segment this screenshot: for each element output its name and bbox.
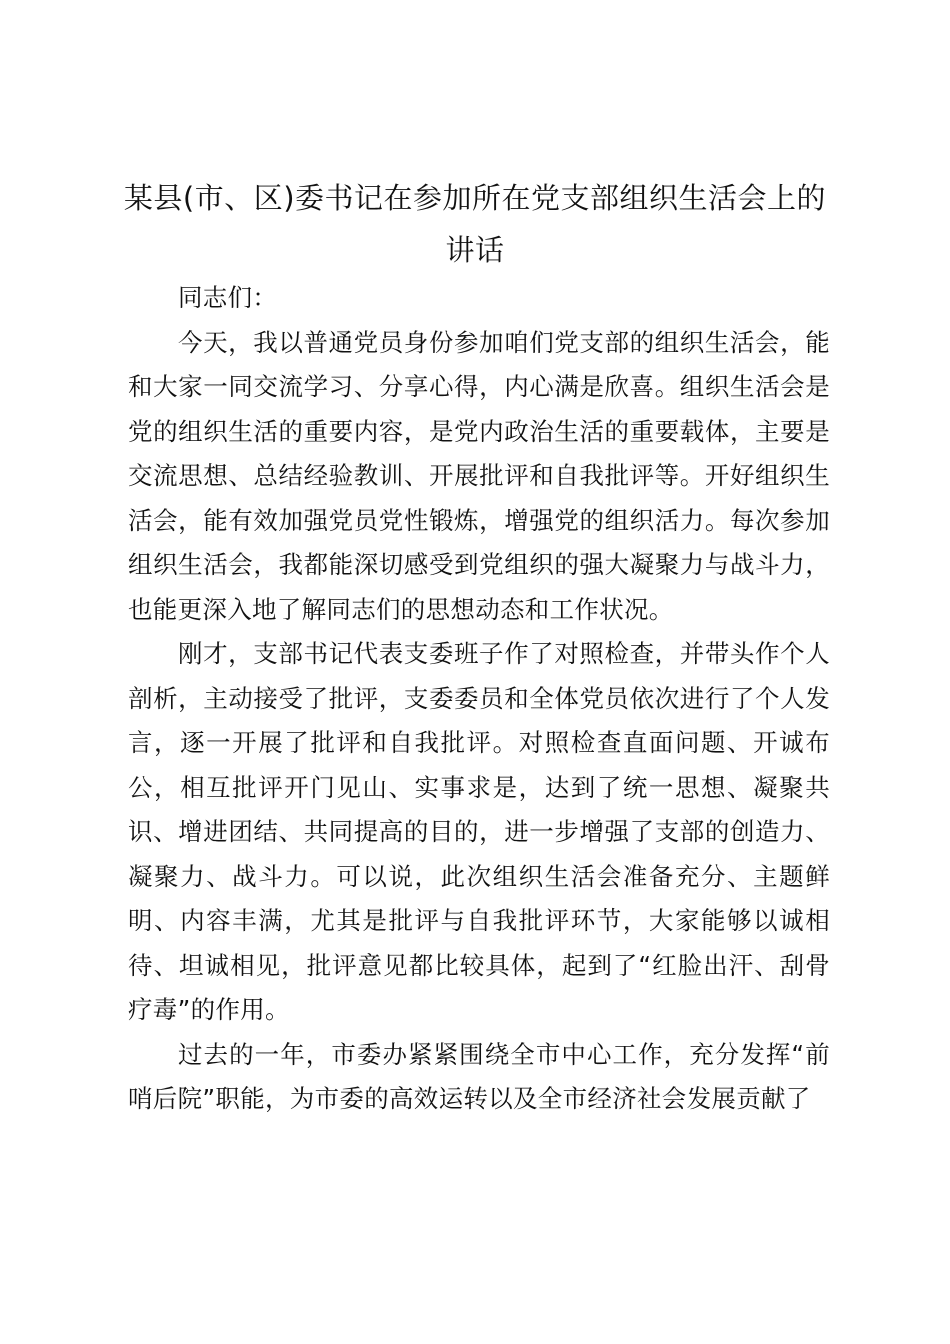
document-title: 某县(市、区)委书记在参加所在党支部组织生活会上的讲话 (123, 181, 827, 267)
salutation: 同志们： (178, 283, 278, 312)
document-body (128, 276, 830, 1122)
paragraph-1: 今天，我以普通党员身份参加咱们党支部的组织生活会，能和大家一同交流学习、分享心得，内心满是欣喜。组织生活会是党的组织生活的重要内容，是党内政治生活的重要载体，主要是交流思想、总结经验教训、开展批评和自我批评等。开好组织生活会，能有效加强党员党性锻炼，增强党的组织活力。每次参加组织生活会，我都能深切感受到党组织的强大凝聚力与战斗力，也能更深入地了解同志们的思想动态和工作状况。 (128, 327, 830, 624)
paragraph-2: 刚才，支部书记代表支委班子作了对照检查，并带头作个人剖析，主动接受了批评，支委委员和全体党员依次进行了个人发言，逐一开展了批评和自我批评。对照检查直面问题、开诚布公，相互批评开门见山、实事求是，达到了统一思想、凝聚共识、增进团结、共同提高的目的，进一步增强了支部的创造力、凝聚力、战斗力。可以说，此次组织生活会准备充分、主题鲜明、内容丰满，尤其是批评与自我批评环节，大家能够以诚相待、坦诚相见，批评意见都比较具体，起到了“红脸出汗、刮骨疗毒”的作用。 (128, 639, 830, 1024)
paragraph-3: 过去的一年，市委办紧紧围绕全市中心工作，充分发挥“前哨后院”职能，为市委的高效运转以及全市经济社会发展贡献了 (128, 1039, 830, 1113)
